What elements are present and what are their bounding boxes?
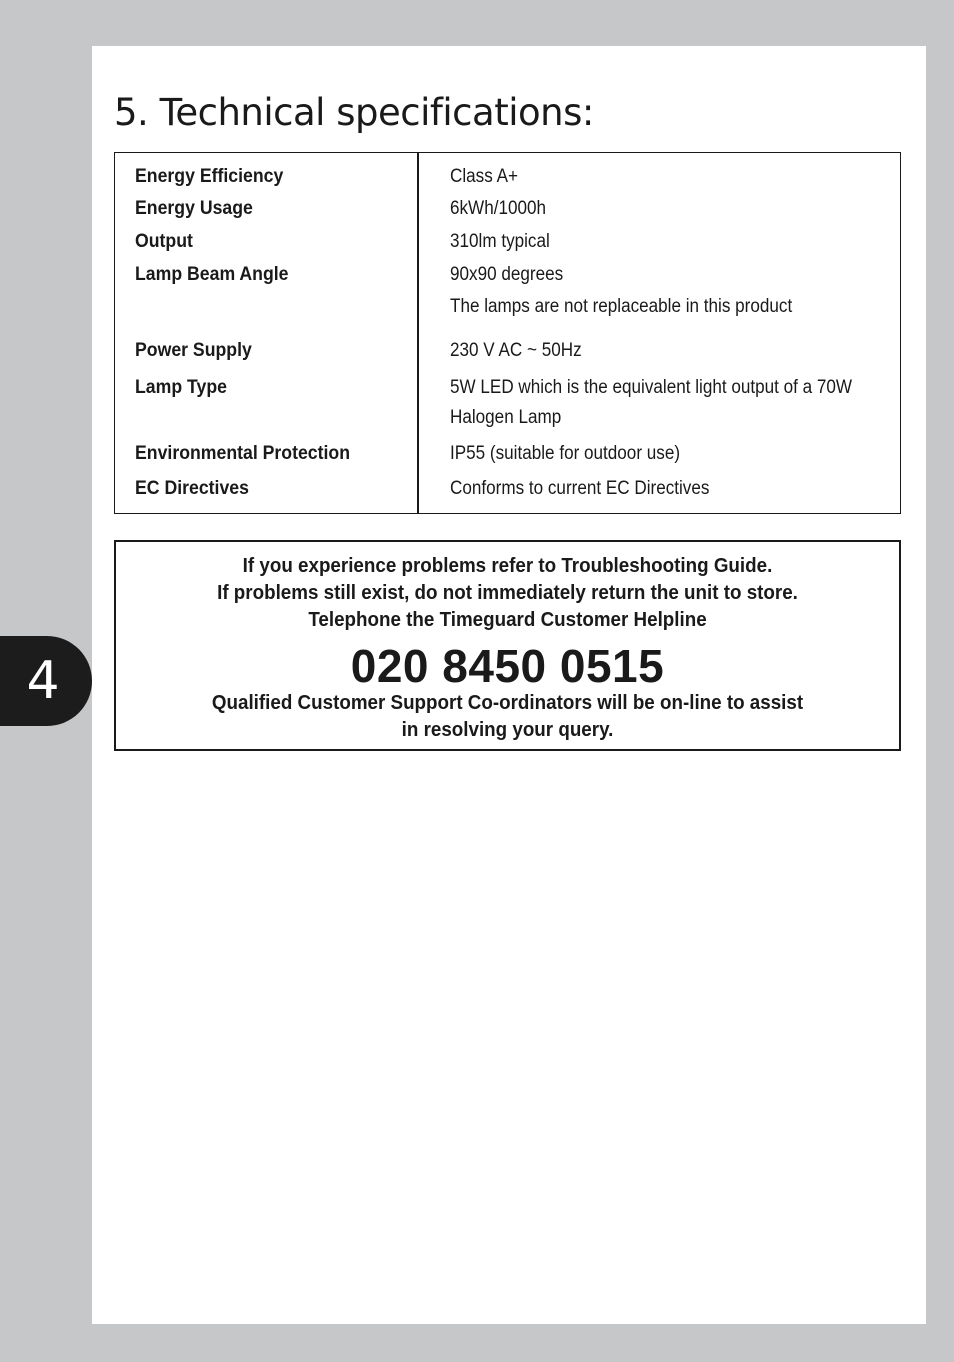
spec-label-ec-directives: EC Directives — [135, 478, 249, 499]
spec-label-lamp-beam-angle: Lamp Beam Angle — [135, 264, 289, 285]
helpline-text-line-4: Qualified Customer Support Co-ordinators will be on-line to assist — [211, 692, 804, 714]
spec-label-lamp-type: Lamp Type — [135, 377, 227, 398]
helpline-phone-number: 020 8450 0515 — [350, 640, 665, 692]
table-column-divider — [417, 153, 419, 513]
spec-value-lamp-beam-angle: 90x90 degrees — [450, 264, 564, 285]
spec-value-power-supply: 230 V AC ~ 50Hz — [450, 340, 582, 361]
helpline-box — [114, 540, 901, 751]
spec-value-lamp-type: 5W LED which is the equivalent light output of a 70W — [450, 377, 853, 398]
specifications-table — [114, 152, 901, 514]
spec-label-energy-efficiency: Energy Efficiency — [135, 166, 284, 187]
spec-value-output: 310lm typical — [450, 231, 550, 252]
spec-label-environmental-protection: Environmental Protection — [135, 443, 351, 464]
spec-label-power-supply: Power Supply — [135, 340, 252, 361]
spec-label-output: Output — [135, 231, 193, 252]
spec-value-lamp-type-line2: Halogen Lamp — [450, 407, 562, 428]
spec-value-energy-efficiency: Class A+ — [450, 166, 518, 187]
spec-value-lamp-note: The lamps are not replaceable in this product — [450, 296, 793, 317]
helpline-text-line-5: in resolving your query. — [401, 719, 614, 741]
spec-label-energy-usage: Energy Usage — [135, 198, 253, 219]
page-title: 5. Technical specifications: — [114, 91, 594, 134]
page-number-tab — [0, 636, 92, 726]
helpline-text-line-1: If you experience problems refer to Troubleshooting Guide. — [242, 555, 773, 577]
spec-value-ec-directives: Conforms to current EC Directives — [450, 478, 710, 499]
helpline-text-line-2: If problems still exist, do not immediately return the unit to store. — [217, 582, 798, 604]
page-number: 4 — [26, 651, 60, 711]
helpline-text-line-3: Telephone the Timeguard Customer Helpline — [308, 609, 707, 631]
spec-value-environmental-protection: IP55 (suitable for outdoor use) — [450, 443, 681, 464]
spec-value-energy-usage: 6kWh/1000h — [450, 198, 547, 219]
